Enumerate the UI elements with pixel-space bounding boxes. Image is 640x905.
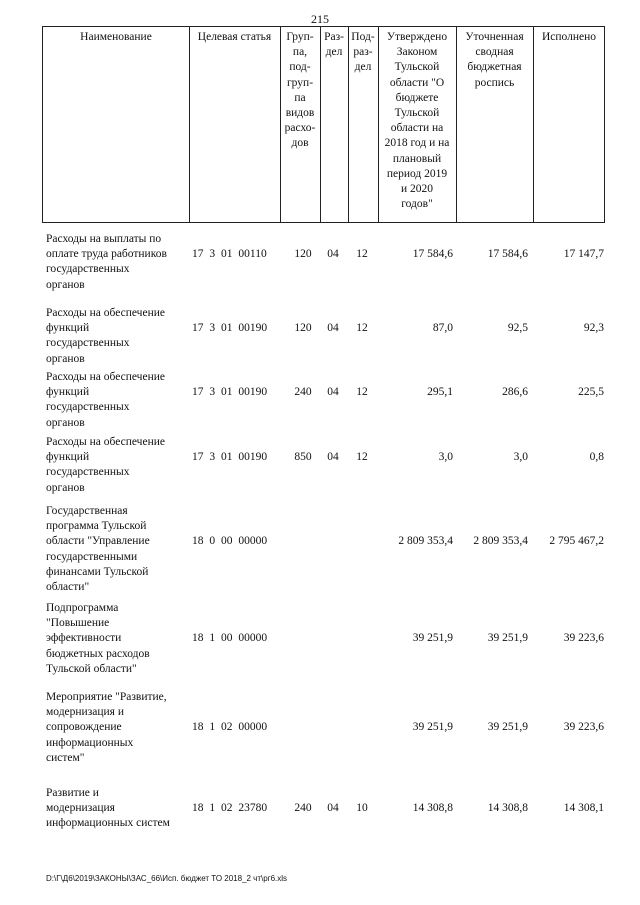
section-code: 04 — [327, 322, 339, 335]
refined-amount: 17 584,6 — [487, 248, 528, 261]
subsection-code: 12 — [356, 451, 368, 464]
row-name: Расходы на обеспечение функций государственных органов — [46, 436, 165, 494]
refined-amount: 92,5 — [507, 322, 528, 335]
executed-amount: 39 223,6 — [563, 721, 604, 734]
header-section: Раз- дел — [324, 31, 344, 59]
target-article-code: 17 3 01 00190 — [192, 386, 268, 399]
section-code: 04 — [327, 248, 339, 261]
column-divider — [533, 27, 534, 222]
executed-amount: 225,5 — [578, 386, 604, 399]
header-name: Наименование — [80, 31, 152, 43]
expense-group: 120 — [294, 322, 312, 335]
expense-group: 850 — [294, 451, 312, 464]
row-name: Расходы на обеспечение функций государственных органов — [46, 307, 165, 365]
subsection-code: 12 — [356, 248, 368, 261]
target-article-code: 18 1 02 00000 — [192, 721, 268, 734]
row-name: Расходы на обеспечение функций государственных органов — [46, 371, 165, 429]
approved-amount: 3,0 — [438, 451, 453, 464]
subsection-code: 10 — [356, 802, 368, 815]
header-target-article: Целевая статья — [197, 31, 272, 43]
section-code: 04 — [327, 802, 339, 815]
column-divider — [189, 27, 190, 222]
row-name: Подпрограмма "Повышение эффективности бюджетных расходов Тульской области" — [46, 602, 150, 675]
expense-group: 240 — [294, 386, 312, 399]
row-name: Мероприятие "Развитие, модернизация и сопровождение информационных систем" — [46, 691, 167, 764]
header-executed: Исполнено — [541, 31, 597, 43]
approved-amount: 295,1 — [427, 386, 453, 399]
executed-amount: 14 308,1 — [563, 802, 604, 815]
approved-amount: 87,0 — [432, 322, 453, 335]
refined-amount: 3,0 — [513, 451, 528, 464]
executed-amount: 2 795 467,2 — [549, 535, 604, 548]
page-number: 215 — [311, 12, 329, 26]
executed-amount: 0,8 — [589, 451, 604, 464]
header-approved: Утверждено Законом Тульской области "О бюджете Тульской области на 2018 год и на плановый период 2019 и 2020 годов" — [384, 31, 450, 211]
executed-amount: 39 223,6 — [563, 632, 604, 645]
header-refined: Уточненная сводная бюджетная роспись — [465, 31, 524, 89]
approved-amount: 14 308,8 — [412, 802, 453, 815]
section-code: 04 — [327, 451, 339, 464]
refined-amount: 39 251,9 — [487, 632, 528, 645]
table-header — [42, 26, 605, 223]
row-name: Государственная программа Тульской области "Управление государственными финансами Тульской области" — [46, 505, 150, 594]
refined-amount: 2 809 353,4 — [473, 535, 528, 548]
approved-amount: 39 251,9 — [412, 721, 453, 734]
approved-amount: 39 251,9 — [412, 632, 453, 645]
row-name: Развитие и модернизация информационных систем — [46, 787, 170, 830]
target-article-code: 18 1 00 00000 — [192, 632, 268, 645]
refined-amount: 14 308,8 — [487, 802, 528, 815]
subsection-code: 12 — [356, 386, 368, 399]
target-article-code: 18 0 00 00000 — [192, 535, 268, 548]
footer-file-path: D:\Г\Д6\2019\ЗАКОНЫ\ЗАС_66\Исп. бюджет ТО 2018_2 чт\рг6.xls — [46, 874, 288, 883]
expense-group: 240 — [294, 802, 312, 815]
subsection-code: 12 — [356, 322, 368, 335]
row-name: Расходы на выплаты по оплате труда работников государственных органов — [46, 233, 167, 291]
expense-group: 120 — [294, 248, 312, 261]
section-code: 04 — [327, 386, 339, 399]
approved-amount: 17 584,6 — [412, 248, 453, 261]
header-expense-group: Груп- па, под- груп- па видов расхо- дов — [284, 31, 316, 150]
refined-amount: 286,6 — [502, 386, 528, 399]
target-article-code: 17 3 01 00190 — [192, 322, 268, 335]
target-article-code: 17 3 01 00190 — [192, 451, 268, 464]
header-subsection: Под- раз- дел — [351, 31, 375, 74]
executed-amount: 17 147,7 — [563, 248, 604, 261]
executed-amount: 92,3 — [583, 322, 604, 335]
refined-amount: 39 251,9 — [487, 721, 528, 734]
approved-amount: 2 809 353,4 — [398, 535, 453, 548]
target-article-code: 17 3 01 00110 — [192, 248, 267, 261]
target-article-code: 18 1 02 23780 — [192, 802, 268, 815]
